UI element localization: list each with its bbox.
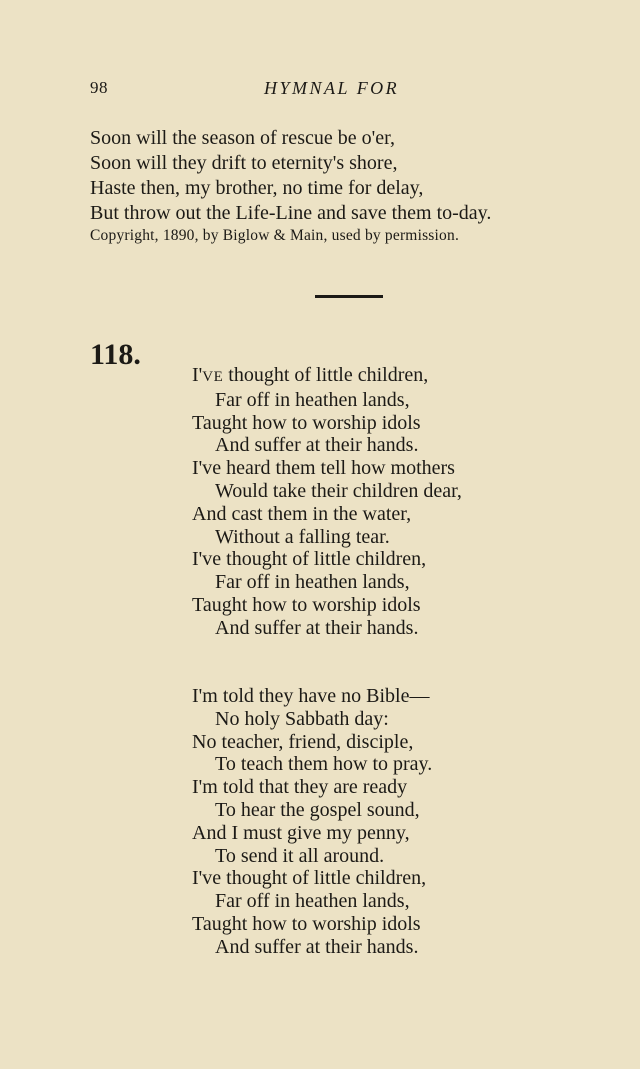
verse-line: And suffer at their hands. bbox=[215, 935, 419, 958]
verse-line: Taught how to worship idols bbox=[192, 411, 421, 434]
verse-line: I've thought of little children, bbox=[192, 867, 427, 890]
carryover-line: Haste then, my brother, no time for delay, bbox=[90, 177, 424, 199]
verse-line: To hear the gospel sound, bbox=[215, 798, 420, 821]
carryover-stanza bbox=[90, 126, 620, 226]
verse-line: Would take their children dear, bbox=[215, 479, 462, 502]
verse-line: And I must give my penny, bbox=[192, 821, 410, 844]
carryover-line: Soon will they drift to eternity's shore, bbox=[90, 152, 398, 174]
verse-line: Far off in heathen lands, bbox=[215, 388, 410, 411]
verse-line: Taught how to worship idols bbox=[192, 912, 421, 935]
first-line-rest: thought of little children, bbox=[223, 364, 429, 386]
verse-line: And suffer at their hands. bbox=[215, 616, 419, 639]
verse-line bbox=[192, 364, 612, 389]
running-head: HYMNAL FOR bbox=[264, 78, 400, 98]
verse-line: And cast them in the water, bbox=[192, 502, 412, 525]
carryover-line: Soon will the season of rescue be o'er, bbox=[90, 127, 395, 149]
verse-line: Taught how to worship idols bbox=[192, 593, 421, 616]
copyright-notice: Copyright, 1890, by Biglow & Main, used by permission. bbox=[90, 227, 460, 244]
verse-line: To send it all around. bbox=[215, 844, 385, 867]
page-number: 98 bbox=[90, 78, 108, 97]
carryover-line: But throw out the Life-Line and save them to-day. bbox=[90, 202, 492, 224]
stanza-1 bbox=[192, 364, 612, 640]
verse-line: I've thought of little children, bbox=[192, 548, 427, 571]
verse-line: I'm told they have no Bible— bbox=[192, 685, 430, 707]
verse-line: I'm told that they are ready bbox=[192, 776, 408, 799]
hymn-number: 118. bbox=[90, 338, 141, 371]
stanza-2 bbox=[192, 685, 612, 959]
first-word-smallcaps: VE bbox=[202, 369, 224, 385]
verse-line: And suffer at their hands. bbox=[215, 434, 419, 457]
section-divider bbox=[315, 295, 383, 298]
verse-line: Far off in heathen lands, bbox=[215, 571, 410, 594]
verse-line: Far off in heathen lands, bbox=[215, 890, 410, 913]
verse-line: To teach them how to pray. bbox=[215, 753, 433, 776]
verse-line: Without a falling tear. bbox=[215, 525, 390, 548]
verse-line: No teacher, friend, disciple, bbox=[192, 730, 414, 753]
verse-line: No holy Sabbath day: bbox=[215, 707, 389, 730]
first-word-lead: I' bbox=[192, 364, 203, 386]
verse-line: I've heard them tell how mothers bbox=[192, 457, 455, 480]
